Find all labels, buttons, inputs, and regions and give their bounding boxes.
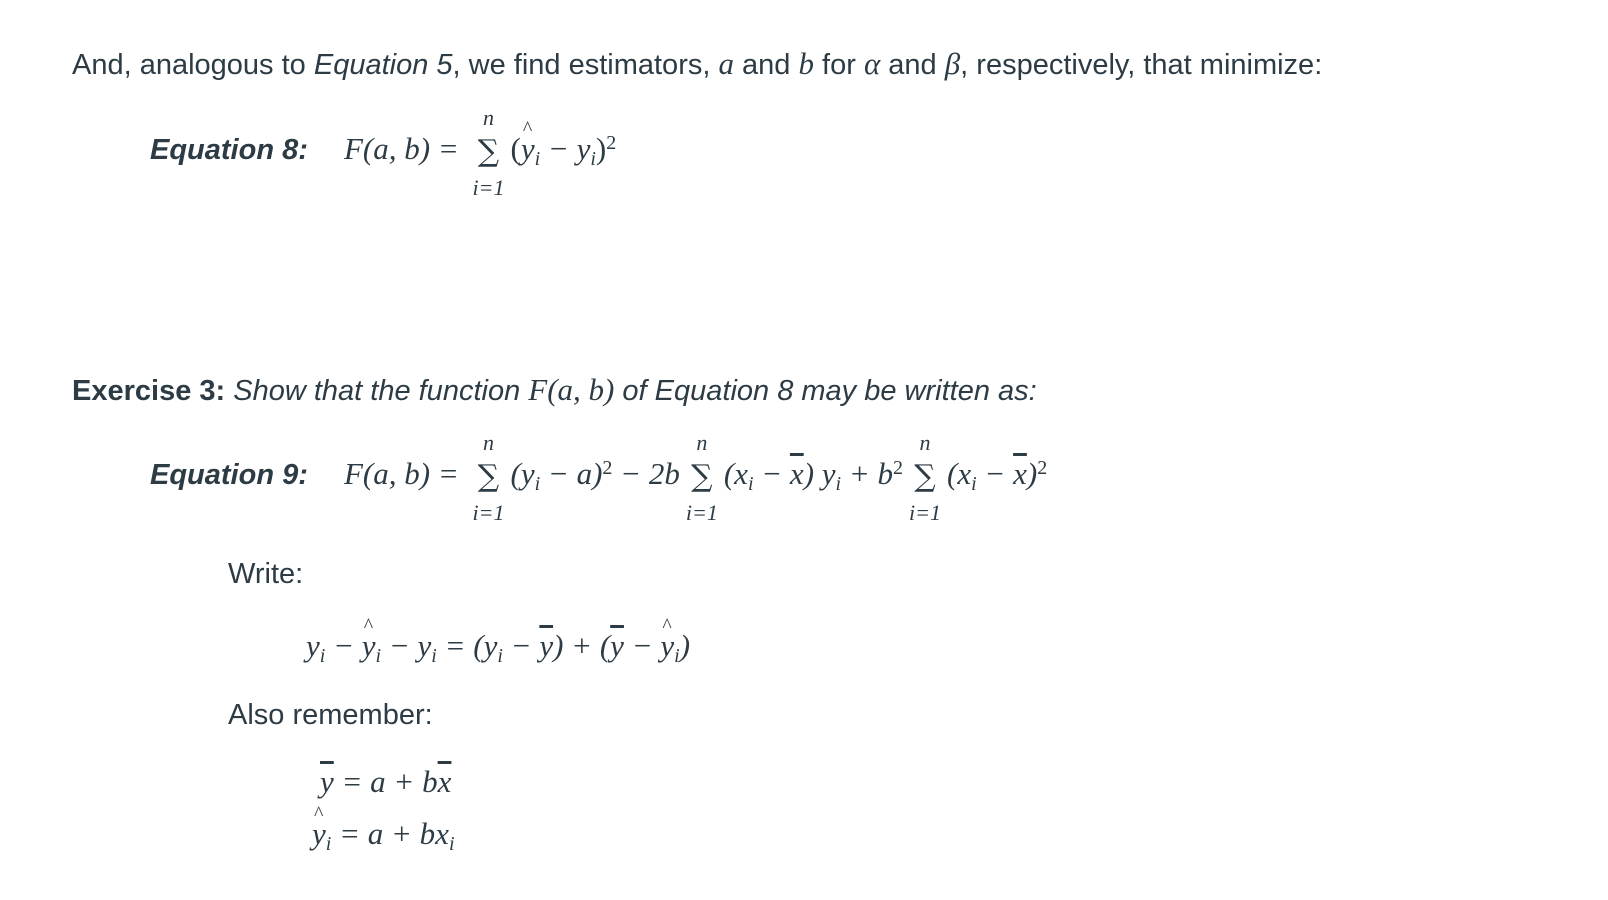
intro-text-and-1: and: [733, 49, 799, 81]
equation-8-label: Equation 8:: [150, 134, 308, 166]
exercise-3-statement: [72, 374, 1037, 406]
intro-text-2: , we find estimators,: [452, 49, 719, 81]
intro-text-1: And, analogous to: [72, 49, 314, 81]
eq8-close-paren: ): [595, 131, 607, 166]
write-minus-1: −: [325, 628, 362, 663]
eq8-sub-i-1: i: [534, 148, 541, 170]
remember-line-2: [312, 816, 455, 855]
eq9-term3: (x: [947, 456, 972, 491]
intro-text-and-2: and: [880, 49, 945, 81]
write-y: y: [306, 628, 320, 663]
equation-5-reference: Equation 5: [313, 49, 453, 81]
remember-yhat: ^ y: [312, 818, 326, 849]
eq9-term1: (y: [510, 456, 535, 491]
param-alpha: α: [863, 46, 881, 81]
write-close: ): [679, 628, 691, 663]
remember-line-1-rest: = a + b: [333, 764, 438, 799]
equation-8: [344, 104, 617, 200]
eq8-sub-i-2: i: [590, 148, 596, 170]
eq9-sum-2-lower: i=1: [685, 499, 718, 525]
eq9-term2-sub2: i: [835, 473, 842, 495]
write-yhat-1: ^ y: [362, 630, 376, 661]
equation-9: [344, 429, 1048, 525]
write-minus-y: − y: [381, 628, 432, 663]
write-ybar-1: $\overline{y}$: [539, 628, 554, 663]
eq9-sigma-1: ∑: [477, 458, 500, 494]
write-label: Write:: [228, 558, 304, 590]
remember-sub-1: i: [325, 833, 332, 855]
remember-sub-2: i: [448, 833, 455, 855]
write-equation: [306, 628, 691, 667]
eq9-sum-2: [684, 429, 720, 525]
exercise-3-text-1: Show that the function: [225, 375, 529, 407]
write-ybar-2: $\overline{y}$: [610, 628, 624, 663]
intro-text-3: , respectively, that minimize:: [960, 49, 1323, 81]
eq9-lhs: F(a, b) =: [344, 456, 467, 491]
remember-ybar: $\overline{y}$: [320, 764, 334, 799]
eq9-sum-3-upper: n: [919, 429, 931, 455]
eq9-term2-close: ) y: [803, 456, 836, 491]
eq9-term3-sub: i: [971, 473, 977, 495]
exercise-3-function: F(a, b): [528, 372, 615, 407]
eq9-plus-b: + b: [841, 456, 894, 491]
estimator-b: b: [798, 46, 814, 81]
eq9-term2-sub: i: [747, 473, 754, 495]
eq9-term3-close: ): [1026, 456, 1038, 491]
exercise-3-title: Exercise 3:: [72, 375, 226, 407]
eq9-sum-1: [471, 429, 507, 525]
write-minus-3: −: [502, 628, 540, 663]
eq9-sum-2-upper: n: [696, 429, 708, 455]
write-sub-3: i: [431, 645, 437, 667]
eq8-yhat: ^ y: [521, 133, 535, 164]
remember-line-2-rest: = a + bx: [331, 816, 449, 851]
write-minus-4: −: [623, 628, 661, 663]
write-sub-5: i: [674, 645, 680, 667]
eq9-term1-rest: − a): [540, 456, 603, 491]
eq9-xbar: $\overline{x}$: [789, 456, 804, 491]
eq9-term3-rest: −: [976, 456, 1014, 491]
eq9-sum-3-lower: i=1: [909, 499, 941, 525]
intro-paragraph: [72, 48, 1322, 80]
remember-line-1: [320, 766, 451, 797]
eq9-b-power: 2: [893, 457, 904, 479]
eq9-term1-sub: i: [534, 473, 541, 495]
eq8-sigma: ∑: [477, 133, 500, 169]
eq9-term3-power: 2: [1037, 457, 1048, 479]
eq9-sum-1-upper: n: [483, 429, 495, 455]
eq8-sum-upper: n: [483, 104, 495, 130]
write-equals: = (y: [436, 628, 498, 663]
eq9-term1-power: 2: [602, 457, 613, 479]
exercise-3-text-2: of Equation 8 may be written as:: [614, 375, 1037, 407]
intro-text-for: for: [813, 49, 864, 81]
write-yhat-2: ^ y: [660, 630, 674, 661]
eq9-sum-1-lower: i=1: [472, 499, 505, 525]
param-beta: β: [944, 46, 961, 81]
write-sub-4: i: [497, 645, 503, 667]
write-sub-2: i: [375, 645, 382, 667]
eq9-sigma-3: ∑: [914, 458, 936, 494]
eq8-minus-y: − y: [540, 131, 591, 166]
eq8-sum-operator: [471, 104, 507, 200]
write-plus: ) + (: [553, 628, 611, 663]
eq8-open-paren: (: [510, 131, 521, 166]
eq8-power: 2: [606, 132, 617, 154]
write-sub-1: i: [319, 645, 326, 667]
eq9-sum-3: [907, 429, 943, 525]
remember-label: Also remember:: [228, 699, 433, 731]
eq9-sigma-2: ∑: [691, 458, 713, 494]
eq9-xbar-2: $\overline{x}$: [1013, 456, 1027, 491]
eq8-lhs: F(a, b) =: [344, 131, 467, 166]
eq9-term2: (x: [723, 456, 748, 491]
remember-xbar: $\overline{x}$: [437, 764, 452, 799]
estimator-a: a: [718, 46, 734, 81]
equation-9-label: Equation 9:: [150, 459, 308, 491]
eq9-term2-rest: −: [753, 456, 790, 491]
eq9-mid: − 2b: [612, 456, 680, 491]
eq8-sum-lower: i=1: [472, 174, 505, 200]
